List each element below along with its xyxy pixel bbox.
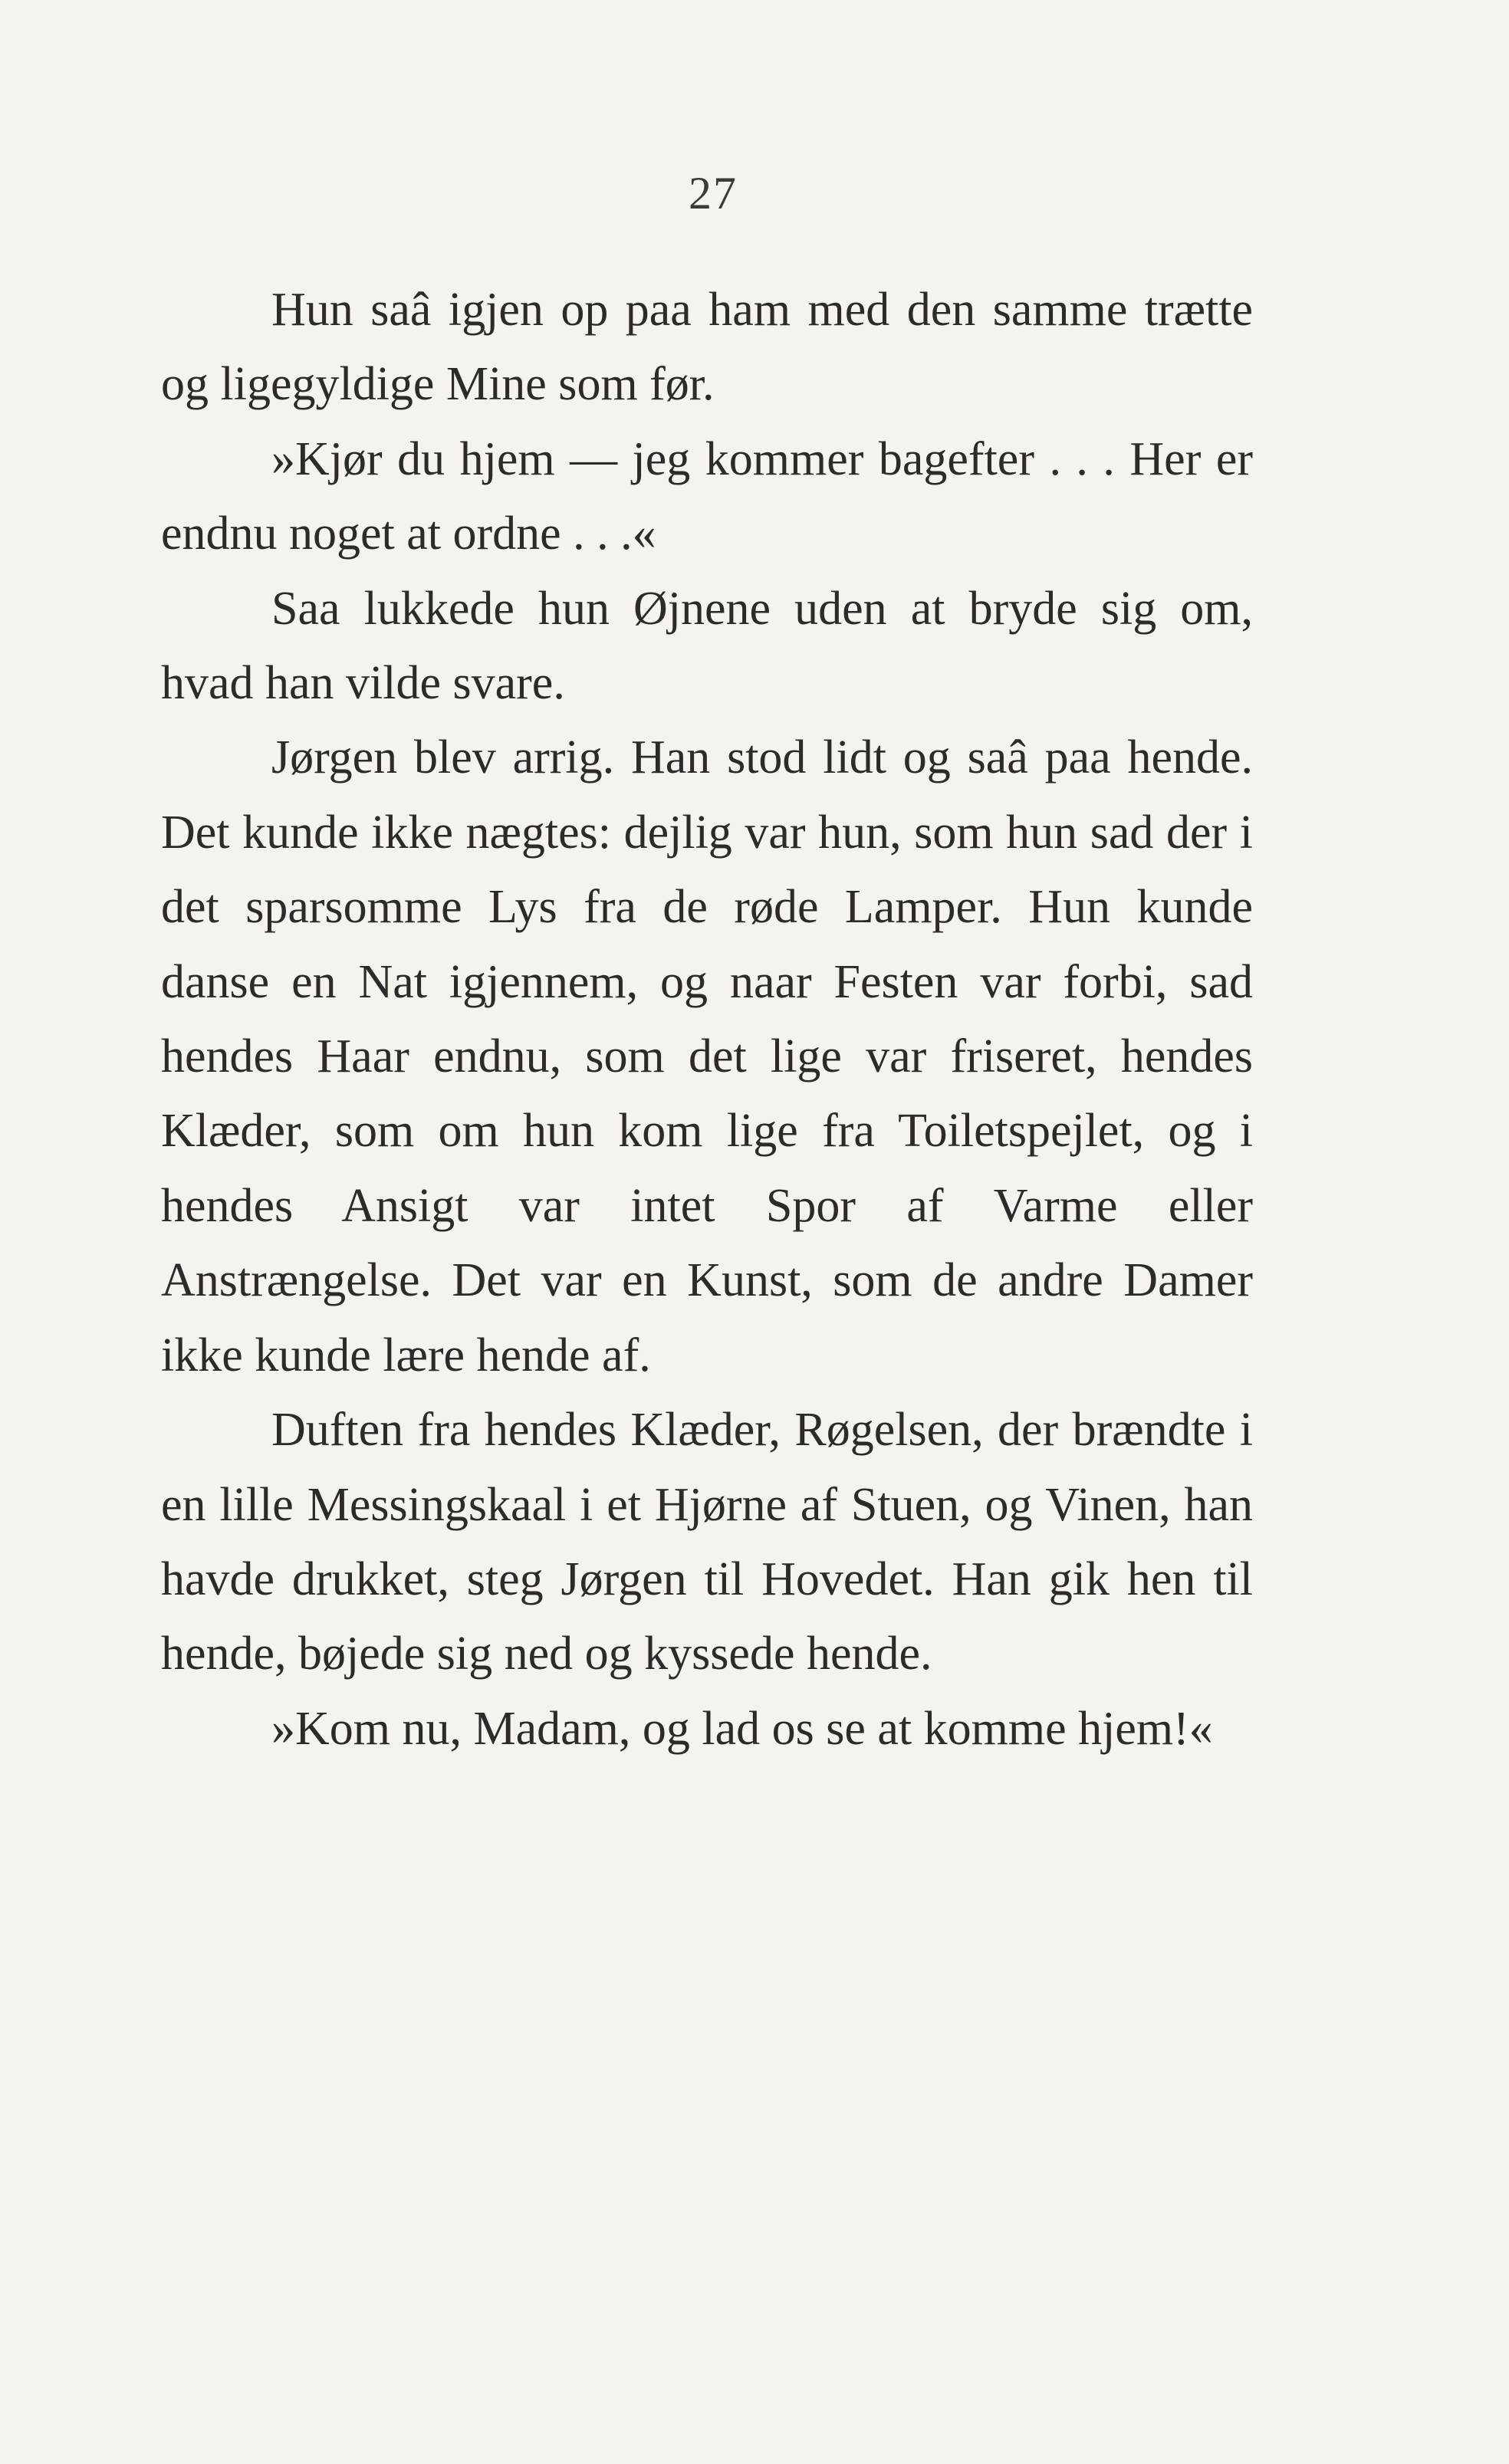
paragraph: Jørgen blev arrig. Han stod lidt og saâ paa hende. Det kunde ikke nægtes: dejlig var hun, som hun sad der i det sparsomme Lys fra de røde Lamper. Hun kunde danse en Nat igjennem, og naar Festen var forbi, sad hendes Haar endnu, som det lige var friseret, hendes Klæder, som om hun kom lige fra Toiletspejlet, og i hendes Ansigt var intet Spor af Varme eller Anstrængelse. Det var en Kunst, som de andre Damer ikke kunde lære hende af. [161, 731, 1253, 1381]
paragraph: Duften fra hendes Klæder, Røgelsen, der brændte i en lille Messingskaal i et Hjørne af Stuen, og Vinen, han havde drukket, steg Jørgen til Hovedet. Han gik hen til hende, bøjede sig ned og kyssede hende. [161, 1404, 1253, 1680]
body-text [161, 273, 1253, 1766]
paragraph: »Kjør du hjem — jeg kommer bagefter . . . Her er endnu noget at ordne . . .« [161, 432, 1253, 560]
paragraph: Hun saâ igjen op paa ham med den samme trætte og ligegyldige Mine som før. [161, 284, 1253, 411]
paragraph: Saa lukkede hun Øjnene uden at bryde sig om, hvad han vilde svare. [161, 582, 1253, 710]
page-number: 27 [689, 168, 738, 218]
paragraph: »Kom nu, Madam, og lad os se at komme hjem!« [271, 1702, 1213, 1755]
